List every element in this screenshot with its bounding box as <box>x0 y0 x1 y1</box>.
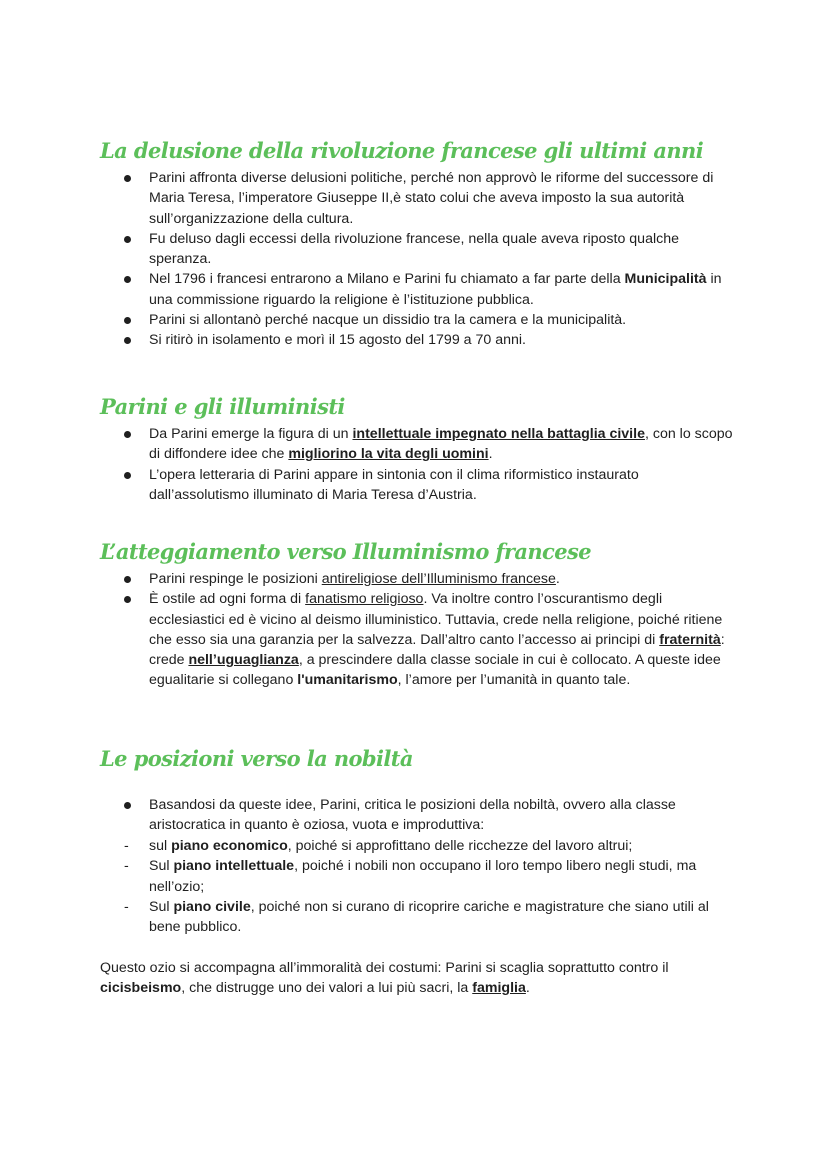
bullet-text: Parini respinge le posizioni <box>149 571 322 587</box>
underlined-bold-term: intellettuale impegnato nella battaglia civile <box>352 426 645 442</box>
dash-text: , poiché i nobili non occupano il loro tempo libero negli studi, ma nell’ozio; <box>149 858 697 895</box>
bullet-list <box>0 569 828 691</box>
bullet-text: . <box>555 571 560 587</box>
bullet-list <box>0 424 828 505</box>
underlined-bold-term: famiglia <box>472 980 526 997</box>
dash-text: Sul <box>149 898 174 915</box>
bold-term: l'umanitarismo <box>297 672 398 689</box>
dash-text: sul <box>149 838 172 854</box>
section-heading: La delusione della rivoluzione francese gli ultimi anni <box>100 138 704 163</box>
bullet-text: . Va inoltre contro l’oscurantismo degli ecclesiastici ed è vicino al deismo illuministico. Tuttavia, crede nella religione, poiché ritiene che esso sia una garanzia per la salvezza. Dall’altro canto l’accesso ai principi di <box>149 591 723 648</box>
list-item <box>0 795 828 836</box>
bold-term: Municipalità <box>624 271 707 288</box>
bullet-text: , a prescindere dalla classe sociale in cui è collocato. A queste idee egualitarie si collegano <box>149 652 721 689</box>
bullet-text: Nel 1796 i francesi entrarono a Milano e Parini fu chiamato a far parte della <box>149 271 625 288</box>
section-heading: Le posizioni verso la nobiltà <box>100 746 413 771</box>
paragraph-text: . <box>525 980 530 997</box>
bullet-text: in una commissione riguardo la religione è l’istituzione pubblica. <box>149 271 722 308</box>
list-item <box>0 310 828 330</box>
list-item <box>0 589 828 690</box>
section-heading: L’atteggiamento verso Illuminismo francese <box>100 539 591 564</box>
bold-term: cicisbeismo <box>100 980 182 997</box>
list-item <box>0 330 828 350</box>
dash-text: , poiché non si curano di ricoprire cariche e magistrature che siano utili al bene pubblico. <box>149 898 709 936</box>
bold-term: piano civile <box>173 898 251 915</box>
list-item <box>0 269 828 310</box>
underlined-bold-term: nell’uguaglianza <box>188 652 299 669</box>
list-item <box>0 424 828 465</box>
bold-term: piano economico <box>171 838 288 854</box>
bullet-text: Si ritirò in isolamento e morì il 15 agosto del 1799 a 70 anni. <box>149 332 526 349</box>
paragraph-text: Questo ozio si accompagna all’immoralità dei costumi: Parini si scaglia soprattutto contro il <box>100 960 669 976</box>
underlined-bold-term: fraternità <box>659 631 721 648</box>
bullet-text: L’opera letteraria di Parini appare in sintonia con il clima riformistico instaurato dall’assolutismo illuminato di Maria Teresa d’Austria. <box>149 466 639 503</box>
list-item <box>0 836 828 856</box>
bullet-text: Parini affronta diverse delusioni politiche, perché non approvò le riforme del successore di Maria Teresa, l’imperatore Giuseppe II,è stato colui che aveva imposto la sua autorità sull’organizzazione della cultura. <box>149 170 714 227</box>
underlined-bold-term: migliorino la vita degli uomini <box>288 446 489 463</box>
bullet-text: . <box>488 446 493 463</box>
section-heading: Parini e gli illuministi <box>100 394 345 419</box>
bullet-text: , l’amore per l’umanità in quanto tale. <box>397 672 631 689</box>
bold-term: piano intellettuale <box>173 858 295 875</box>
bullet-text: , con lo scopo di diffondere idee che <box>149 426 733 463</box>
bullet-text: : crede <box>149 631 725 669</box>
bullet-text: Basandosi da queste idee, Parini, critica le posizioni della nobiltà, ovvero alla classe aristocratica in quanto è oziosa, vuota e improduttiva: <box>149 797 676 834</box>
list-item <box>0 465 828 506</box>
bullet-text: È ostile ad ogni forma di <box>149 591 306 608</box>
bullet-list <box>0 168 828 351</box>
dash-text: , poiché si approfittano delle ricchezze del lavoro altrui; <box>287 838 633 854</box>
list-item <box>0 229 828 270</box>
bullet-text: Da Parini emerge la figura di un <box>149 426 353 442</box>
dash-text: Sul <box>149 858 174 875</box>
bullet-text: Fu deluso dagli eccessi della rivoluzione francese, nella quale aveva riposto qualche speranza. <box>149 230 679 268</box>
paragraph-text: , che distrugge uno dei valori a lui più sacri, la <box>181 980 473 997</box>
list-item <box>0 569 828 589</box>
list-item <box>0 168 828 229</box>
bullet-list <box>0 795 828 836</box>
underlined-term: fanatismo religioso <box>305 591 424 608</box>
bullet-text: Parini si allontanò perché nacque un dissidio tra la camera e la municipalità. <box>149 312 627 329</box>
dash-list <box>0 836 828 937</box>
list-item <box>0 897 828 938</box>
closing-paragraph <box>100 958 740 999</box>
list-item <box>0 856 828 897</box>
underlined-term: antireligiose dell’Illuminismo francese <box>321 571 556 587</box>
